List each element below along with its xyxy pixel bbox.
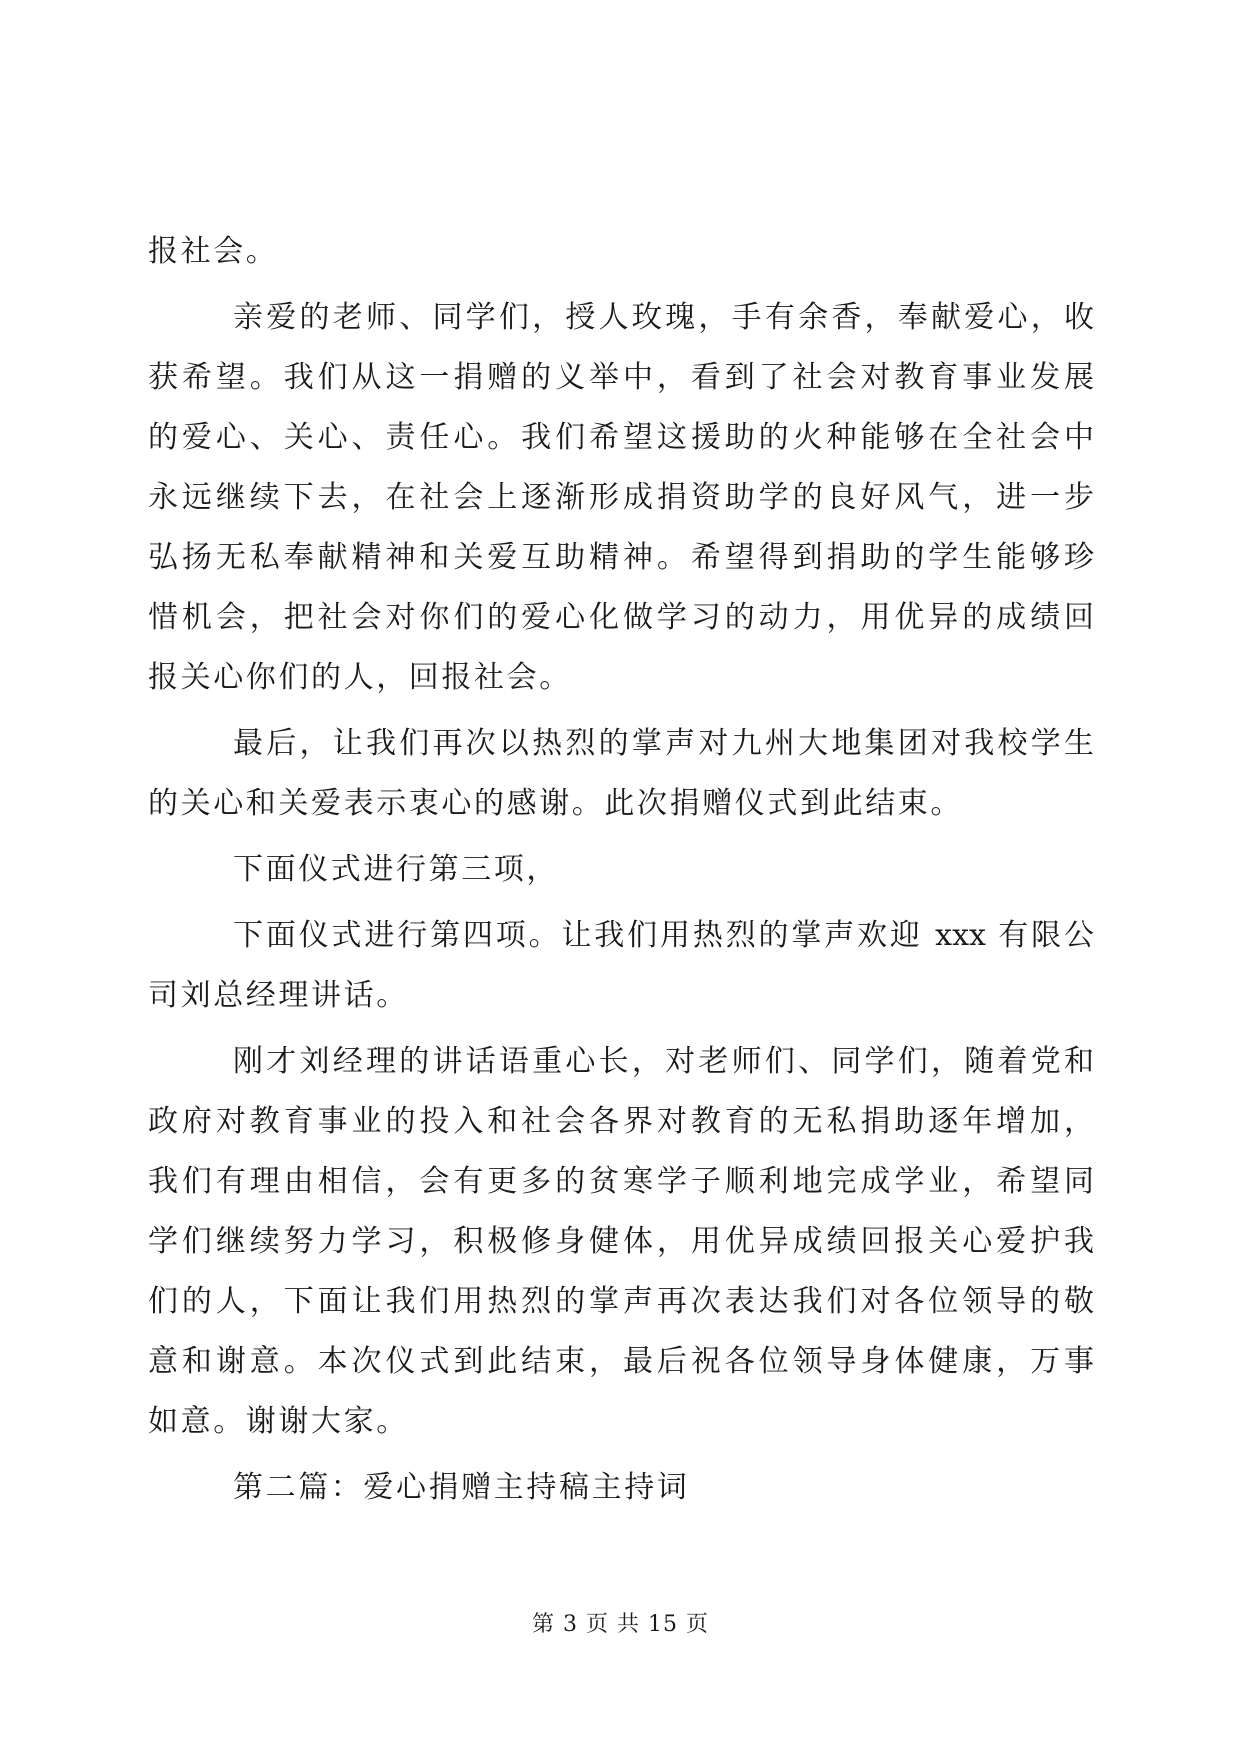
text-line: 获希望。我们从这一捐赠的义举中，看到了社会对教育事业发展 (148, 360, 1094, 395)
text-line: 的爱心、关心、责任心。我们希望这援助的火种能够在全社会中 (148, 420, 1094, 455)
text-line: 最后，让我们再次以热烈的掌声对九州大地集团对我校学生 (233, 726, 1094, 761)
text-line: 们的人，下面让我们用热烈的掌声再次表达我们对各位领导的敬 (148, 1284, 1094, 1319)
text-line: 亲爱的老师、同学们，授人玫瑰，手有余香，奉献爱心，收 (233, 300, 1094, 335)
text-line: 永远继续下去，在社会上逐渐形成捐资助学的良好风气，进一步 (148, 480, 1094, 515)
text-line: 报社会。 (148, 234, 279, 269)
text-line: 下面仪式进行第四项。让我们用热烈的掌声欢迎 xxx 有限公 (233, 918, 1094, 953)
text-line: 意和谢意。本次仪式到此结束，最后祝各位领导身体健康，万事 (148, 1344, 1094, 1379)
text-line: 刚才刘经理的讲话语重心长，对老师们、同学们，随着党和 (233, 1044, 1094, 1079)
text-line: 报关心你们的人，回报社会。 (148, 660, 572, 695)
text-line: 学们继续努力学习，积极修身健体，用优异成绩回报关心爱护我 (148, 1224, 1094, 1259)
text-line: 下面仪式进行第三项， (233, 852, 559, 887)
document-body (148, 222, 1094, 1518)
text-line: 政府对教育事业的投入和社会各界对教育的无私捐助逐年增加， (148, 1104, 1094, 1139)
text-line: 惜机会，把社会对你们的爱心化做学习的动力，用优异的成绩回 (148, 600, 1094, 635)
text-line: 我们有理由相信，会有更多的贫寒学子顺利地完成学业，希望同 (148, 1164, 1094, 1199)
text-line: 如意。谢谢大家。 (148, 1404, 409, 1439)
text-line: 的关心和关爱表示衷心的感谢。此次捐赠仪式到此结束。 (148, 786, 963, 821)
text-line: 第二篇：爱心捐赠主持稿主持词 (233, 1470, 690, 1505)
page-footer: 第 3 页 共 15 页 (532, 1612, 709, 1637)
text-line: 弘扬无私奉献精神和关爱互助精神。希望得到捐助的学生能够珍 (148, 540, 1094, 575)
text-line: 司刘总经理讲话。 (148, 978, 409, 1013)
